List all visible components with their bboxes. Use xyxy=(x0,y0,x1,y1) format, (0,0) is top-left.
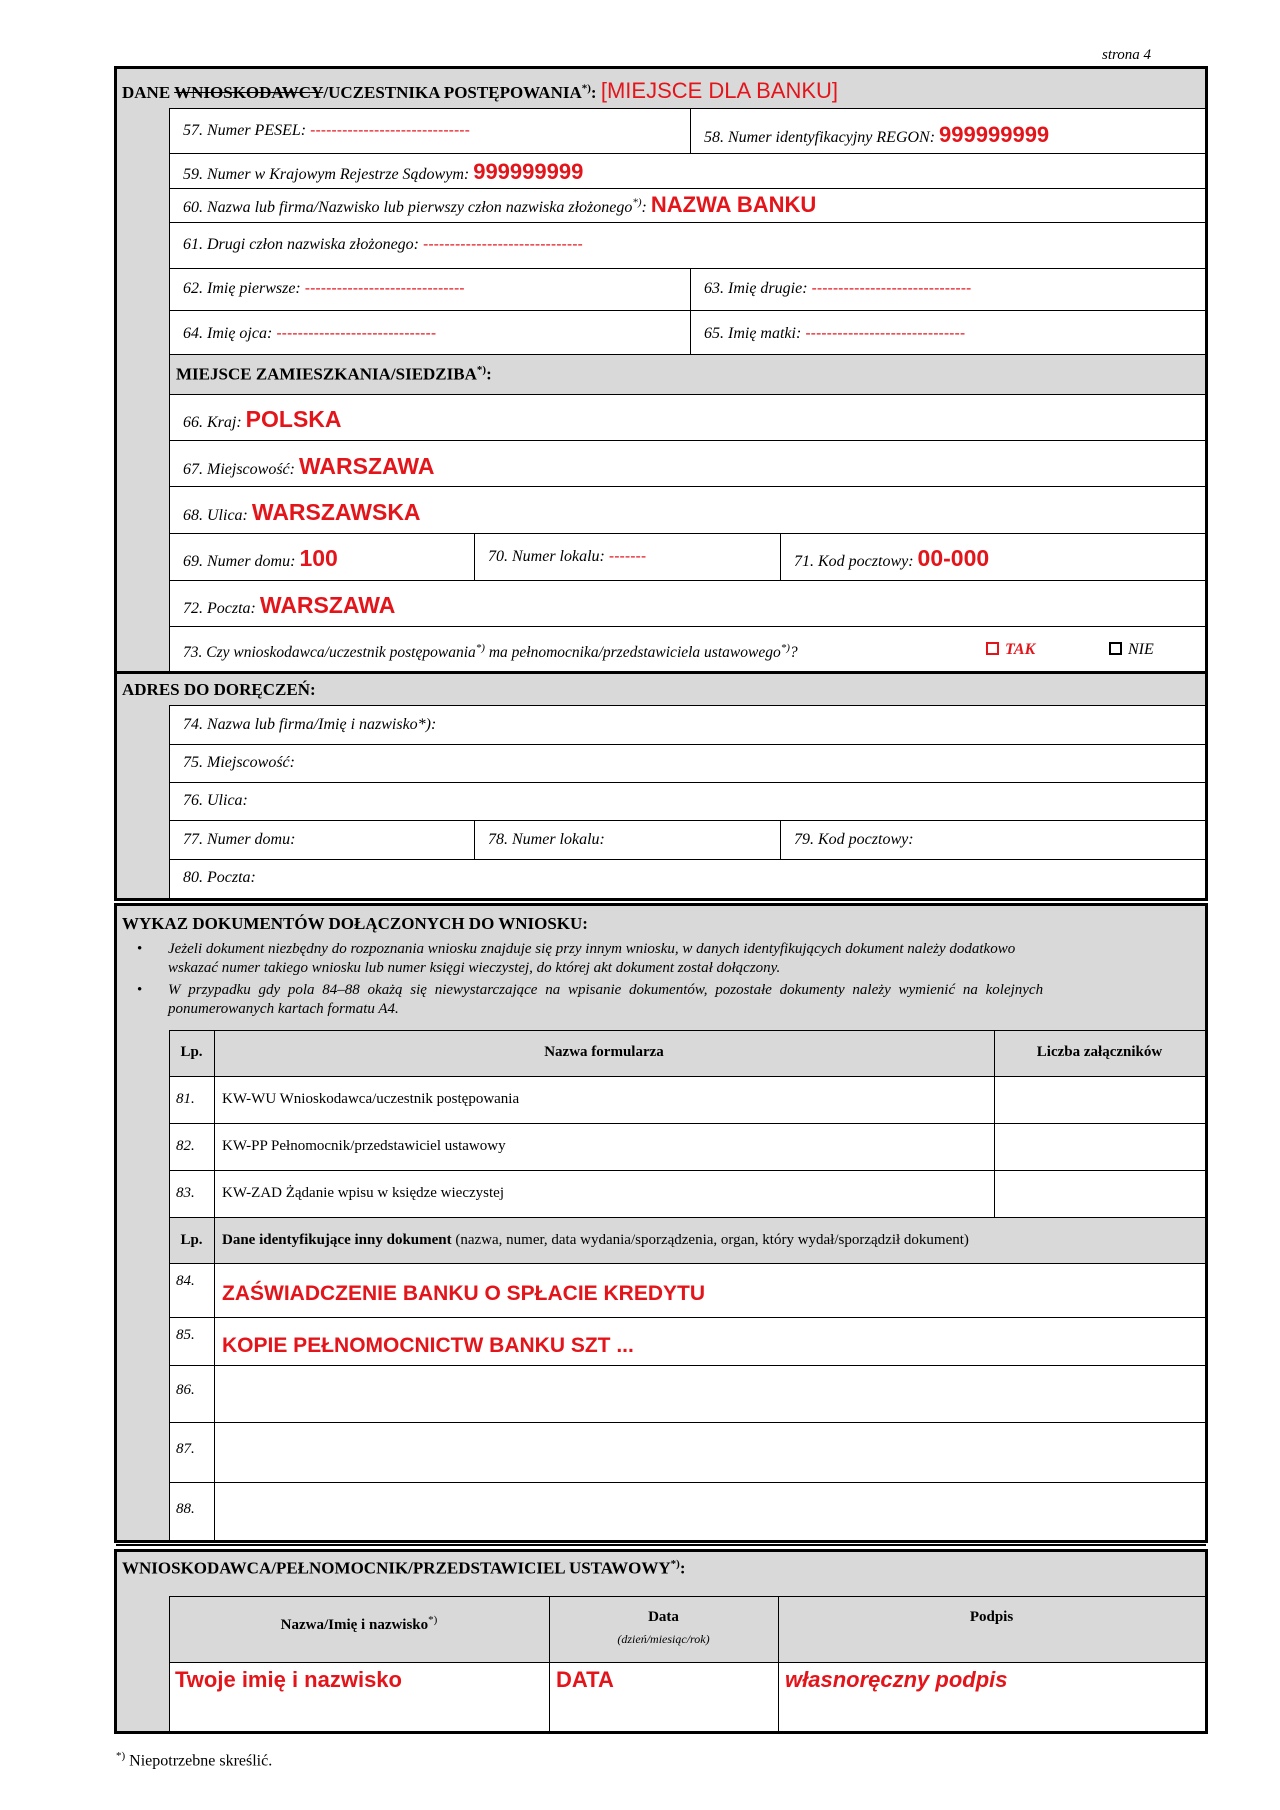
row-lp: 87. xyxy=(176,1441,195,1457)
signature-name-header: Nazwa/Imię i nazwisko*) xyxy=(280,1614,438,1633)
postal-code-label: 71. Kod pocztowy: 00-000 xyxy=(794,545,990,571)
father-name-value: ------------------------------ xyxy=(276,325,437,342)
row-lp: 82. xyxy=(176,1138,195,1154)
form-name: KW-WU Wnioskodawca/uczestnik postępowania xyxy=(222,1091,520,1107)
no-checkbox[interactable]: NIE xyxy=(1109,641,1154,659)
signature-name-value[interactable]: Twoje imię i nazwisko xyxy=(175,1667,402,1692)
name-or-company-label: 60. Nazwa lub firma/Nazwisko lub pierwszy człon nazwiska złożonego*): NAZWA BANKU xyxy=(183,192,817,217)
delivery-house-label: 77. Numer domu: xyxy=(183,831,296,848)
divider xyxy=(169,108,170,671)
country-value: POLSKA xyxy=(245,406,342,432)
post-office-label: 72. Poczta: WARSZAWA xyxy=(183,592,396,618)
father-name-label: 64. Imię ojca: ------------------------------ xyxy=(183,325,437,342)
delivery-post-office-label: 80. Poczta: xyxy=(183,869,256,886)
krs-value: 999999999 xyxy=(473,159,584,184)
name-or-company-value: NAZWA BANKU xyxy=(650,192,817,217)
second-surname-label: 61. Drugi człon nazwiska złożonego: ------------------------------ xyxy=(183,236,583,253)
second-surname-value: ------------------------------ xyxy=(423,236,583,253)
row-lp: 85. xyxy=(176,1327,195,1343)
apartment-number-value: ------- xyxy=(608,548,647,565)
signature-date-header: Data xyxy=(648,1609,679,1625)
checkbox-icon xyxy=(986,642,999,655)
double-divider xyxy=(116,1544,1206,1546)
second-name-value: ------------------------------ xyxy=(811,280,972,297)
form-name: KW-PP Pełnomocnik/przedstawiciel ustawowy xyxy=(222,1138,506,1154)
signature-section-title: WNIOSKODAWCA/PEŁNOMOCNIK/PRZEDSTAWICIEL USTAWOWY*): xyxy=(122,1558,686,1578)
delivery-street-label: 76. Ulica: xyxy=(183,792,248,809)
delivery-postal-label: 79. Kod pocztowy: xyxy=(794,831,914,848)
other-lp-header: Lp. xyxy=(180,1232,203,1248)
regon-label: 58. Numer identyfikacyjny REGON: 999999999 xyxy=(704,122,1050,147)
other-document-value[interactable]: ZAŚWIADCZENIE BANKU O SPŁACIE KREDYTU xyxy=(222,1282,706,1305)
bank-placeholder: [MIEJSCE DLA BANKU] xyxy=(600,78,839,103)
checkbox-icon xyxy=(1109,642,1122,655)
signature-date-value[interactable]: DATA xyxy=(556,1667,614,1692)
delivery-apartment-label: 78. Numer lokalu: xyxy=(488,831,605,848)
yes-checkbox[interactable]: TAK xyxy=(986,641,1035,659)
postal-code-value: 00-000 xyxy=(917,545,990,571)
form-name: KW-ZAD Żądanie wpisu w księdze wieczystej xyxy=(222,1185,504,1201)
krs-label: 59. Numer w Krajowym Rejestrze Sądowym: 999999999 xyxy=(183,159,584,184)
house-number-label: 69. Numer domu: 100 xyxy=(183,545,338,571)
col-lp-header: Lp. xyxy=(180,1044,203,1060)
documents-section-title: WYKAZ DOKUMENTÓW DOŁĄCZONYCH DO WNIOSKU: xyxy=(122,914,588,933)
street-label: 68. Ulica: WARSZAWSKA xyxy=(183,499,421,525)
instruction-bullet: • W przypadku gdy pola 84–88 okażą się niewystarczające na wpisanie dokumentów, pozostałe dokumenty należy wymienić na kolejnych ponumerowanych kartach formatu A4. xyxy=(137,982,1044,1017)
mother-name-label: 65. Imię matki: ------------------------------ xyxy=(704,325,966,342)
city-value: WARSZAWA xyxy=(298,453,435,479)
apartment-number-label: 70. Numer lokalu: ------- xyxy=(488,548,647,565)
page-number: strona 4 xyxy=(1102,47,1152,63)
delivery-section-title: ADRES DO DORĘCZEŃ: xyxy=(122,680,316,699)
other-documents-header: Dane identyfikujące inny dokument (nazwa, numer, data wydania/sporządzenia, organ, który wydał/sporządził dokument) xyxy=(222,1232,969,1248)
other-document-value[interactable]: KOPIE PEŁNOMOCNICTW BANKU SZT ... xyxy=(222,1334,634,1357)
city-label: 67. Miejscowość: WARSZAWA xyxy=(183,453,435,479)
regon-value: 999999999 xyxy=(939,122,1050,147)
signature-value[interactable]: własnoręczny podpis xyxy=(785,1667,1008,1692)
row-lp: 83. xyxy=(176,1185,195,1201)
divider xyxy=(169,108,1205,109)
first-name-label: 62. Imię pierwsze: ------------------------------ xyxy=(183,280,465,297)
row-lp: 88. xyxy=(176,1501,195,1517)
signature-date-subheader: (dzień/miesiąc/rok) xyxy=(617,1632,710,1646)
post-office-value: WARSZAWA xyxy=(259,592,396,618)
applicant-section-title: DANE WNIOSKODAWCY/UCZESTNIKA POSTĘPOWANIA*): [MIEJSCE DLA BANKU] xyxy=(122,78,839,103)
second-name-label: 63. Imię drugie: ------------------------------ xyxy=(704,280,972,297)
residence-title: MIEJSCE ZAMIESZKANIA/SIEDZIBA*): xyxy=(176,364,492,384)
street-value: WARSZAWSKA xyxy=(251,499,421,525)
mother-name-value: ------------------------------ xyxy=(805,325,966,342)
pesel-label: 57. Numer PESEL: ------------------------------ xyxy=(183,122,470,139)
col-attachments-header: Liczba załączników xyxy=(1036,1044,1163,1060)
house-number-value: 100 xyxy=(299,545,338,571)
pesel-value: ------------------------------ xyxy=(310,122,470,139)
first-name-value: ------------------------------ xyxy=(304,280,465,297)
representative-question: 73. Czy wnioskodawca/uczestnik postępowania*) ma pełnomocnika/przedstawiciela ustawowego*)? xyxy=(183,642,798,662)
signature-sign-header: Podpis xyxy=(969,1609,1014,1625)
row-lp: 84. xyxy=(176,1273,195,1289)
instruction-bullet: • Jeżeli dokument niezbędny do rozpoznania wniosku znajduje się przy innym wniosku, w danych identyfikujących dokument należy dodatkowo wskazać numer takiego wniosku lub numer księgi wieczystej, do której akt dokument został dołączony. xyxy=(137,941,1016,976)
footnote: *) Niepotrzebne skreślić. xyxy=(116,1750,273,1770)
delivery-city-label: 75. Miejscowość: xyxy=(183,754,295,771)
documents-instructions xyxy=(134,940,1202,1019)
row-lp: 86. xyxy=(176,1382,195,1398)
row-lp: 81. xyxy=(176,1091,195,1107)
country-label: 66. Kraj: POLSKA xyxy=(183,406,342,432)
delivery-name-label: 74. Nazwa lub firma/Imię i nazwisko*): xyxy=(183,716,437,733)
col-form-name-header: Nazwa formularza xyxy=(544,1044,664,1060)
